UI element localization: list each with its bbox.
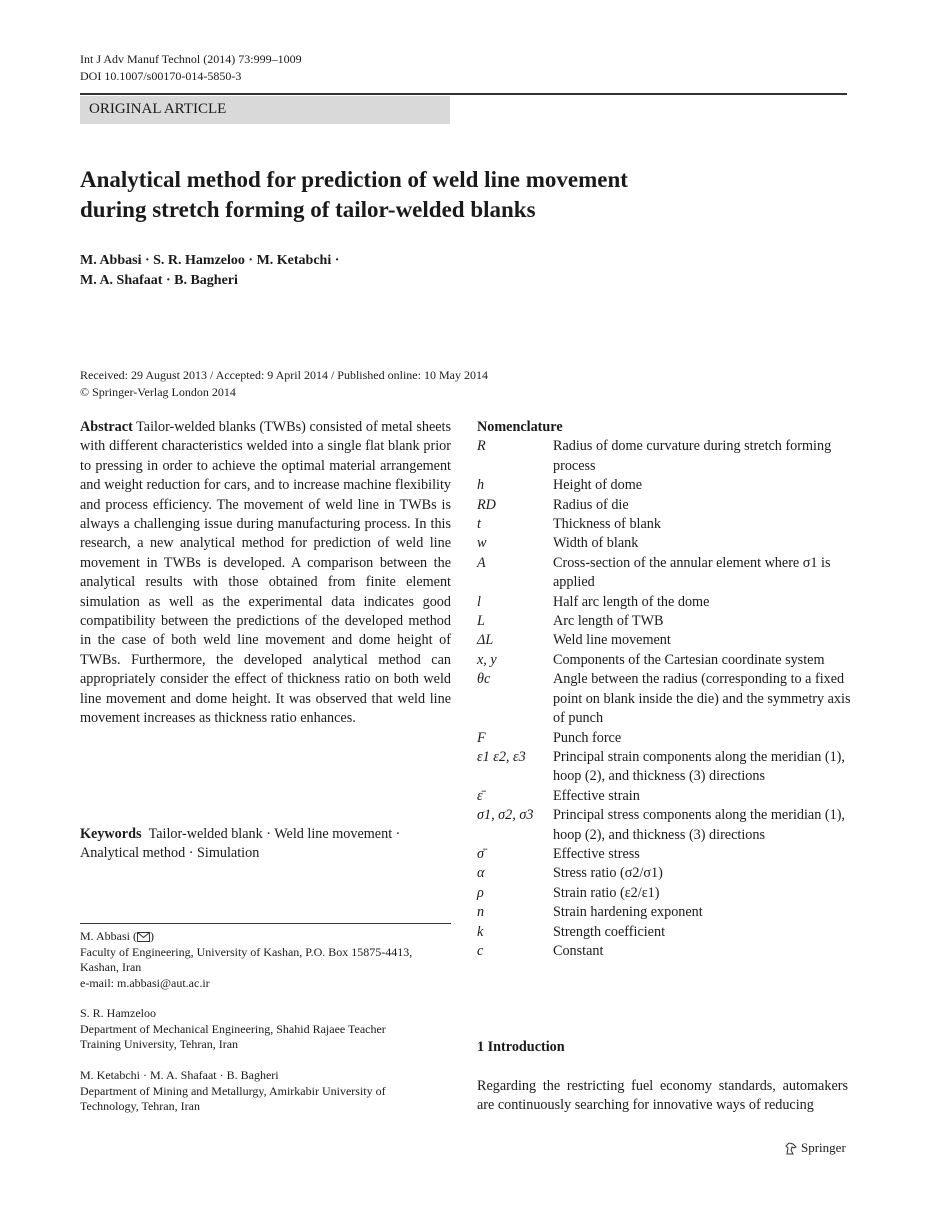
affiliation-2	[80, 1006, 451, 1053]
nomenclature-item	[477, 884, 852, 903]
keywords-label: Keywords	[80, 826, 142, 842]
nomenclature-definition: Half arc length of the dome	[553, 593, 710, 610]
nomenclature-item	[477, 612, 852, 631]
nomenclature-item	[477, 476, 852, 495]
affiliation-1-name: M. Abbasi (	[80, 929, 137, 943]
springer-horse-icon	[785, 1142, 797, 1155]
nomenclature-item	[477, 515, 852, 534]
nomenclature-definition: Cross-section of the annular element where σ1 is applied	[553, 554, 831, 591]
author-list	[80, 251, 480, 291]
nomenclature-item	[477, 864, 852, 883]
nomenclature-definition: Angle between the radius (corresponding to a fixed point on blank inside the die) and the symmetry axis of punch	[553, 671, 851, 727]
nomenclature-definition: Principal stress components along the meridian (1), hoop (2), and thickness (3) directions	[553, 807, 845, 843]
nomenclature-definition: Radius of die	[553, 496, 629, 513]
nomenclature-definition: Height of dome	[553, 477, 643, 494]
nomenclature-definition: Thickness of blank	[553, 516, 661, 533]
publication-history	[80, 367, 680, 401]
nomenclature-symbol: n	[477, 904, 485, 921]
nomenclature-symbol: l	[477, 593, 481, 610]
nomenclature-symbol: ε̄	[477, 787, 483, 804]
nomenclature-item	[477, 593, 852, 612]
nomenclature-definition: Arc length of TWB	[553, 613, 664, 630]
affiliation-1-name-tail: )	[150, 929, 154, 943]
affiliation-3-name: M. Ketabchi · M. A. Shafaat · B. Bagheri	[80, 1068, 279, 1082]
publisher-mark	[785, 1140, 846, 1156]
nomenclature-symbol: k	[477, 923, 484, 940]
nomenclature-item	[477, 534, 852, 553]
keywords-line-1: Tailor-welded blank · Weld line movement ·	[148, 826, 401, 842]
affiliation-3-line-2: Technology, Tehran, Iran	[80, 1099, 200, 1113]
nomenclature-list	[477, 437, 852, 961]
nomenclature-definition: Components of the Cartesian coordinate system	[553, 651, 825, 668]
affiliation-3	[80, 1068, 451, 1115]
nomenclature-item	[477, 631, 852, 650]
abstract-text: Tailor-welded blanks (TWBs) consisted of metal sheets with different characteristics welded into a single flat blank prior to pressing in order to achieve the optimal material arrangement and weight reduction for cars, and to increase machine flexibility and process efficiency. The movement of weld line in TWBs is always a challenging issue during manufacturing process. In this research, a new analytical method for prediction of weld line movement in TWBs is developed. A comparison between the analytical results with those obtained from finite element simulation as well as the experimental data indicates good compatibility between the predictions of the developed method in the case of both weld line movement and dome height of TWBs. Furthermore, the developed analytical method can appropriately consider the effect of thickness ratio on both weld line movement and dome height. It was observed that weld line movement increases as thickness ratio enhances.	[80, 419, 452, 727]
article-title	[80, 165, 780, 225]
nomenclature-item	[477, 748, 852, 787]
nomenclature-item	[477, 670, 852, 728]
nomenclature-symbol: x, y	[477, 651, 497, 668]
nomenclature-definition: Weld line movement	[553, 632, 671, 649]
nomenclature-symbol: R	[477, 438, 486, 455]
nomenclature-symbol: ΔL	[477, 632, 494, 649]
journal-citation: Int J Adv Manuf Technol (2014) 73:999–1009	[80, 52, 302, 66]
authors-line-1: M. Abbasi · S. R. Hamzeloo · M. Ketabchi ·	[80, 253, 340, 268]
affiliation-1-line-2: Kashan, Iran	[80, 960, 142, 974]
nomenclature	[477, 418, 852, 961]
affiliation-1	[80, 929, 451, 991]
affiliation-1-email[interactable]: e-mail: m.abbasi@aut.ac.ir	[80, 975, 210, 990]
affiliation-2-name: S. R. Hamzeloo	[80, 1006, 156, 1020]
nomenclature-item	[477, 496, 852, 515]
nomenclature-symbol: α	[477, 865, 485, 882]
nomenclature-symbol: L	[477, 613, 485, 630]
nomenclature-symbol: c	[477, 942, 484, 959]
nomenclature-symbol: σ1, σ2, σ3	[477, 807, 534, 824]
nomenclature-heading: Nomenclature	[477, 419, 563, 435]
nomenclature-symbol: F	[477, 729, 486, 746]
nomenclature-definition: Effective stress	[553, 845, 640, 862]
nomenclature-definition: Strain ratio (ε2/ε1)	[553, 884, 660, 901]
nomenclature-item	[477, 437, 852, 476]
keywords	[80, 825, 451, 864]
nomenclature-definition: Strain hardening exponent	[553, 904, 703, 921]
affiliation-2-line-1: Department of Mechanical Engineering, Shahid Rajaee Teacher	[80, 1021, 386, 1036]
keywords-line-2: Analytical method · Simulation	[80, 845, 260, 862]
authors-line-2: M. A. Shafaat · B. Bagheri	[80, 273, 238, 288]
nomenclature-definition: Principal strain components along the meridian (1), hoop (2), and thickness (3) directions	[553, 748, 845, 785]
article-type-banner: ORIGINAL ARTICLE	[80, 96, 450, 124]
journal-header	[80, 51, 302, 85]
nomenclature-definition: Strength coefficient	[553, 923, 666, 940]
dates-line: Received: 29 August 2013 / Accepted: 9 April 2014 / Published online: 10 May 2014	[80, 368, 488, 382]
nomenclature-symbol: ρ	[477, 884, 484, 901]
nomenclature-item	[477, 554, 852, 593]
nomenclature-symbol: θc	[477, 671, 491, 688]
nomenclature-symbol: t	[477, 516, 481, 533]
affiliation-1-line-1: Faculty of Engineering, University of Kashan, P.O. Box 15875-4413,	[80, 944, 413, 959]
nomenclature-symbol: A	[477, 554, 486, 571]
introduction-text: Regarding the restricting fuel economy standards, automakers are continuously searching for innovative ways of reducing	[477, 1078, 848, 1114]
publisher-name: Springer	[801, 1140, 846, 1155]
nomenclature-item	[477, 903, 852, 922]
nomenclature-definition: Radius of dome curvature during stretch forming process	[553, 438, 832, 474]
copyright-line: © Springer-Verlag London 2014	[80, 385, 236, 399]
nomenclature-symbol: RD	[477, 496, 496, 513]
footnote-rule	[80, 923, 451, 924]
nomenclature-definition: Effective strain	[553, 787, 640, 804]
nomenclature-definition: Punch force	[553, 729, 622, 746]
nomenclature-item	[477, 729, 852, 748]
abstract	[80, 418, 451, 729]
nomenclature-item	[477, 845, 852, 864]
header-rule	[80, 93, 847, 95]
affiliation-3-line-1: Department of Mining and Metallurgy, Amirkabir University of	[80, 1083, 386, 1098]
nomenclature-item	[477, 923, 852, 942]
title-line-1: Analytical method for prediction of weld line movement	[80, 167, 628, 192]
nomenclature-symbol: h	[477, 477, 485, 494]
nomenclature-definition: Constant	[553, 942, 604, 959]
nomenclature-definition: Width of blank	[553, 535, 639, 552]
affiliation-2-line-2: Training University, Tehran, Iran	[80, 1037, 239, 1051]
title-line-2: during stretch forming of tailor-welded blanks	[80, 197, 536, 222]
nomenclature-symbol: w	[477, 535, 487, 552]
doi[interactable]: DOI 10.1007/s00170-014-5850-3	[80, 69, 242, 83]
abstract-label: Abstract	[80, 419, 133, 435]
nomenclature-item	[477, 942, 852, 961]
nomenclature-item	[477, 806, 852, 845]
introduction-heading: 1 Introduction	[477, 1039, 565, 1055]
nomenclature-item	[477, 651, 852, 670]
envelope-icon[interactable]	[137, 932, 150, 942]
nomenclature-item	[477, 787, 852, 806]
nomenclature-symbol: σ̄	[477, 845, 484, 862]
nomenclature-definition: Stress ratio (σ2/σ1)	[553, 865, 663, 882]
nomenclature-symbol: ε1 ε2, ε3	[477, 748, 526, 765]
